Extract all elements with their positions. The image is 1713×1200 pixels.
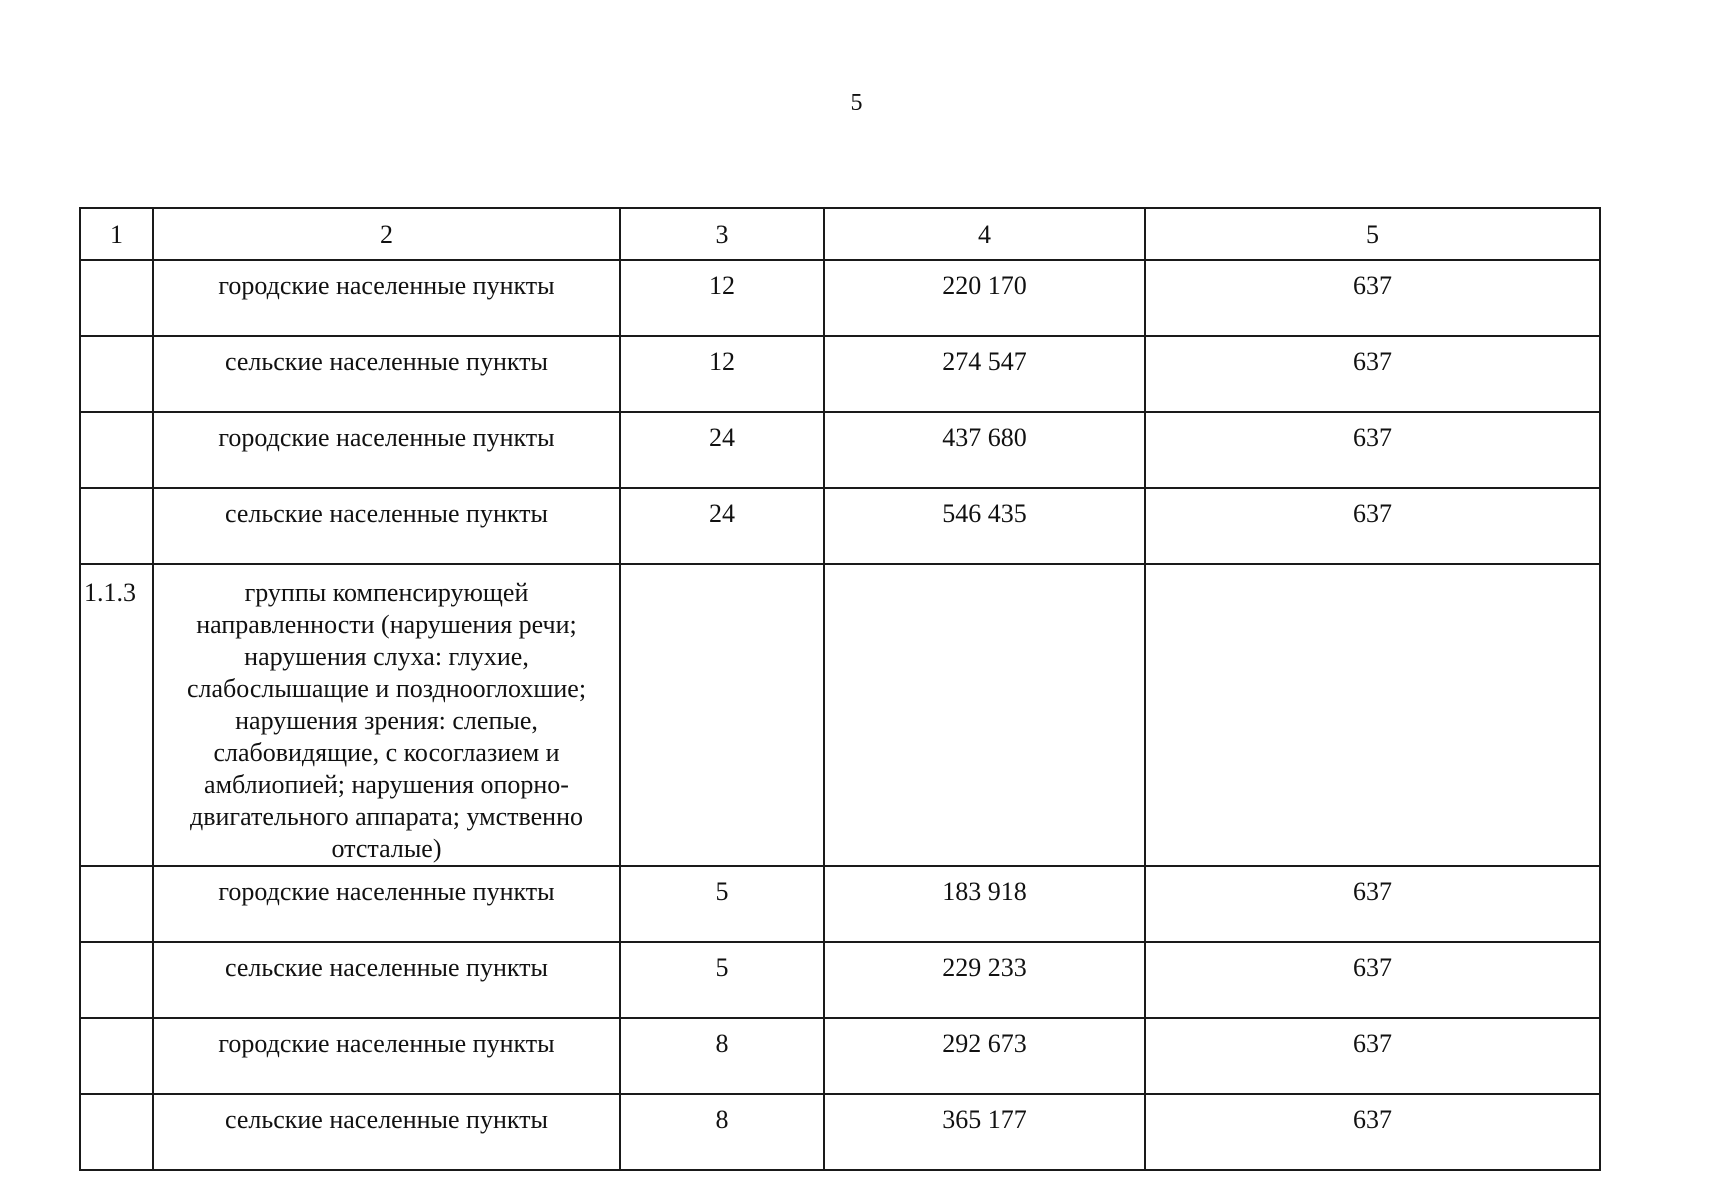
row-number-cell [80, 336, 153, 412]
table-header-row [80, 208, 1600, 260]
row-number-cell [80, 260, 153, 336]
column-5-cell: 637 [1145, 412, 1600, 488]
settlement-type-cell: городские населенные пункты [153, 866, 620, 942]
column-5-cell: 637 [1145, 336, 1600, 412]
settlement-type-cell: сельские населенные пункты [153, 336, 620, 412]
column-5-cell: 637 [1145, 260, 1600, 336]
settlement-type-cell: сельские населенные пункты [153, 942, 620, 1018]
header-cell-5: 5 [1145, 208, 1600, 260]
header-cell-3: 3 [620, 208, 824, 260]
row-number-cell [80, 942, 153, 1018]
table-row [80, 1018, 1600, 1094]
column-3-cell: 5 [620, 942, 824, 1018]
column-4-cell: 183 918 [824, 866, 1145, 942]
section-number-cell: 1.1.3 [80, 564, 153, 866]
column-5-cell: 637 [1145, 942, 1600, 1018]
column-4-cell: 546 435 [824, 488, 1145, 564]
settlement-type-cell: сельские населенные пункты [153, 488, 620, 564]
column-3-cell [620, 564, 824, 866]
tariff-table [79, 207, 1601, 1171]
column-4-cell: 274 547 [824, 336, 1145, 412]
row-number-cell [80, 1018, 153, 1094]
table-row [80, 488, 1600, 564]
column-5-cell: 637 [1145, 1018, 1600, 1094]
table-row [80, 1094, 1600, 1170]
column-5-cell: 637 [1145, 488, 1600, 564]
settlement-type-cell: сельские населенные пункты [153, 1094, 620, 1170]
table-row [80, 412, 1600, 488]
page-number: 5 [850, 90, 863, 116]
settlement-type-cell: городские населенные пункты [153, 1018, 620, 1094]
column-4-cell: 229 233 [824, 942, 1145, 1018]
column-5-cell [1145, 564, 1600, 866]
row-number-cell [80, 488, 153, 564]
settlement-type-cell: городские населенные пункты [153, 260, 620, 336]
header-cell-2: 2 [153, 208, 620, 260]
column-3-cell: 5 [620, 866, 824, 942]
header-cell-4: 4 [824, 208, 1145, 260]
column-3-cell: 8 [620, 1094, 824, 1170]
column-5-cell: 637 [1145, 866, 1600, 942]
row-number-cell [80, 866, 153, 942]
column-4-cell: 220 170 [824, 260, 1145, 336]
group-heading-row [80, 564, 1600, 866]
column-3-cell: 24 [620, 412, 824, 488]
column-4-cell [824, 564, 1145, 866]
column-3-cell: 24 [620, 488, 824, 564]
table-row [80, 942, 1600, 1018]
table-row [80, 336, 1600, 412]
table-row [80, 866, 1600, 942]
header-cell-1: 1 [80, 208, 153, 260]
row-number-cell [80, 1094, 153, 1170]
column-5-cell: 637 [1145, 1094, 1600, 1170]
group-description-cell: группы компенсирующей направленности (нарушения речи; нарушения слуха: глухие, слабослышащие и позднооглохшие; нарушения зрения: слепые, слабовидящие, с косоглазием и амблиопией; нарушения опорно-двигательного аппарата; умственно отсталые) [153, 564, 620, 866]
column-4-cell: 292 673 [824, 1018, 1145, 1094]
settlement-type-cell: городские населенные пункты [153, 412, 620, 488]
column-3-cell: 12 [620, 260, 824, 336]
column-3-cell: 12 [620, 336, 824, 412]
column-4-cell: 365 177 [824, 1094, 1145, 1170]
row-number-cell [80, 412, 153, 488]
column-3-cell: 8 [620, 1018, 824, 1094]
column-4-cell: 437 680 [824, 412, 1145, 488]
table-row [80, 260, 1600, 336]
